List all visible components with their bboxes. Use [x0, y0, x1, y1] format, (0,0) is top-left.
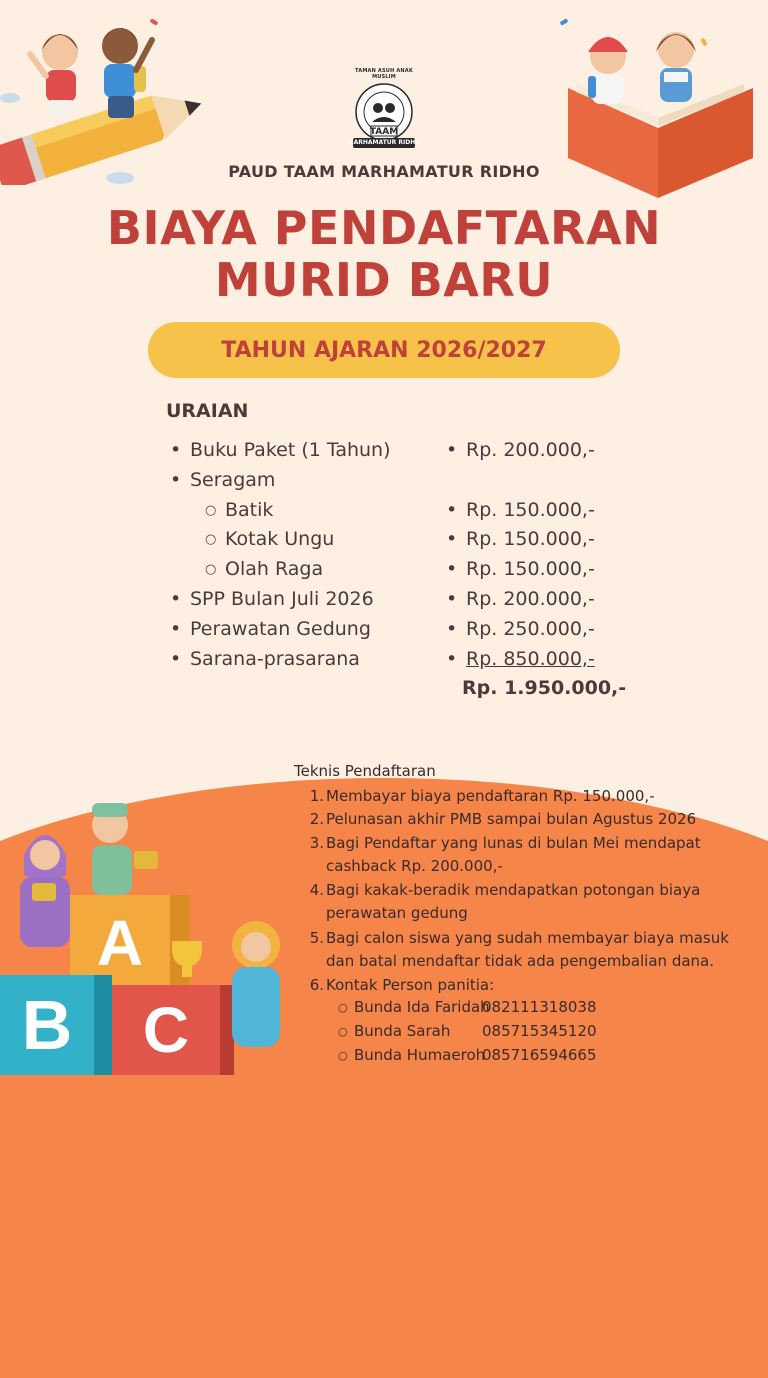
registration-step	[308, 879, 700, 925]
registration-step	[308, 785, 655, 808]
step-number: 5.	[309, 929, 324, 947]
step-text: Kontak Person panitia:	[326, 976, 495, 994]
block-letter-c: C	[142, 994, 190, 1066]
contact-person	[338, 1022, 597, 1040]
school-year-banner	[148, 322, 620, 378]
fee-subitem-label: ○ Kotak Ungu	[205, 528, 334, 550]
step-text: Bagi calon siswa yang sudah membayar biaya masuk	[326, 929, 729, 947]
step-text: Membayar biaya pendaftaran Rp. 150.000,-	[326, 787, 655, 805]
fee-item-label: • SPP Bulan Juli 2026	[170, 588, 374, 610]
contact-phone: 085715345120	[482, 1022, 597, 1040]
fee-item-label: • Buku Paket (1 Tahun)	[170, 439, 391, 461]
registration-step	[308, 808, 696, 831]
fee-subitem-label: ○ Batik	[205, 499, 273, 521]
contact-person	[338, 1046, 597, 1064]
registration-step	[308, 832, 701, 878]
contact-phone: 082111318038	[482, 998, 597, 1016]
block-letter-a: A	[96, 907, 144, 979]
contact-phone: 085716594665	[482, 1046, 597, 1064]
block-letter-b: B	[21, 986, 73, 1064]
logo-text-bottom: MARHAMATUR RIDHO	[347, 139, 421, 146]
fee-item-label: • Seragam	[170, 469, 275, 491]
step-number: 1.	[309, 787, 324, 805]
page-title	[0, 202, 768, 306]
fee-item-label: • Perawatan Gedung	[170, 618, 371, 640]
step-text: Pelunasan akhir PMB sampai bulan Agustus 2026	[326, 810, 697, 828]
registration-step	[308, 927, 729, 973]
registration-heading: Teknis Pendaftaran	[294, 762, 436, 780]
fee-total: Rp. 1.950.000,-	[462, 677, 627, 699]
contact-name: Bunda Sarah	[354, 1022, 451, 1040]
contact-person	[338, 998, 597, 1016]
title-line-2: MURID BARU	[214, 253, 554, 307]
step-text: Bagi kakak-beradik mendapatkan potongan biaya	[326, 881, 701, 899]
registration-step	[308, 974, 494, 997]
step-number: 3.	[309, 834, 324, 852]
contact-name: Bunda Ida Faridah	[354, 998, 490, 1016]
fee-item-price-underlined: Rp. 850.000,-	[466, 648, 595, 670]
fee-item-price: • Rp. 150.000,-	[446, 499, 595, 521]
fee-item-price: • Rp. 200.000,-	[446, 588, 595, 610]
organization-name: PAUD TAAM MARHAMATUR RIDHO	[228, 162, 540, 181]
fee-item-price: • Rp. 150.000,-	[446, 528, 595, 550]
step-text-continued: perawatan gedung	[326, 904, 468, 922]
logo-text-mid: TAAM	[369, 127, 399, 137]
fee-item-price: • Rp. 150.000,-	[446, 558, 595, 580]
fee-subitem-label: ○ Olah Raga	[205, 558, 323, 580]
step-number: 4.	[309, 881, 324, 899]
step-number: 6.	[309, 976, 324, 994]
school-year-label: TAHUN AJARAN 2026/2027	[221, 337, 547, 363]
contact-name: Bunda Humaeroh	[354, 1046, 486, 1064]
step-text-continued: dan batal mendaftar tidak ada pengembalian dana.	[326, 952, 715, 970]
step-text: Bagi Pendaftar yang lunas di bulan Mei mendapat	[326, 834, 701, 852]
fee-item-price	[446, 648, 595, 670]
fee-item-label: • Sarana-prasarana	[170, 648, 360, 670]
step-text-continued: cashback Rp. 200.000,-	[326, 857, 503, 875]
logo-text-top: TAMAN ASUH ANAK MUSLIM	[355, 68, 413, 80]
fee-item-price: • Rp. 250.000,-	[446, 618, 595, 640]
title-line-1: BIAYA PENDAFTARAN	[106, 201, 662, 255]
kids-on-pencil-illustration	[0, 10, 230, 185]
fees-heading: URAIAN	[166, 400, 249, 422]
fee-item-price: • Rp. 200.000,-	[446, 439, 595, 461]
step-number: 2.	[309, 810, 324, 828]
